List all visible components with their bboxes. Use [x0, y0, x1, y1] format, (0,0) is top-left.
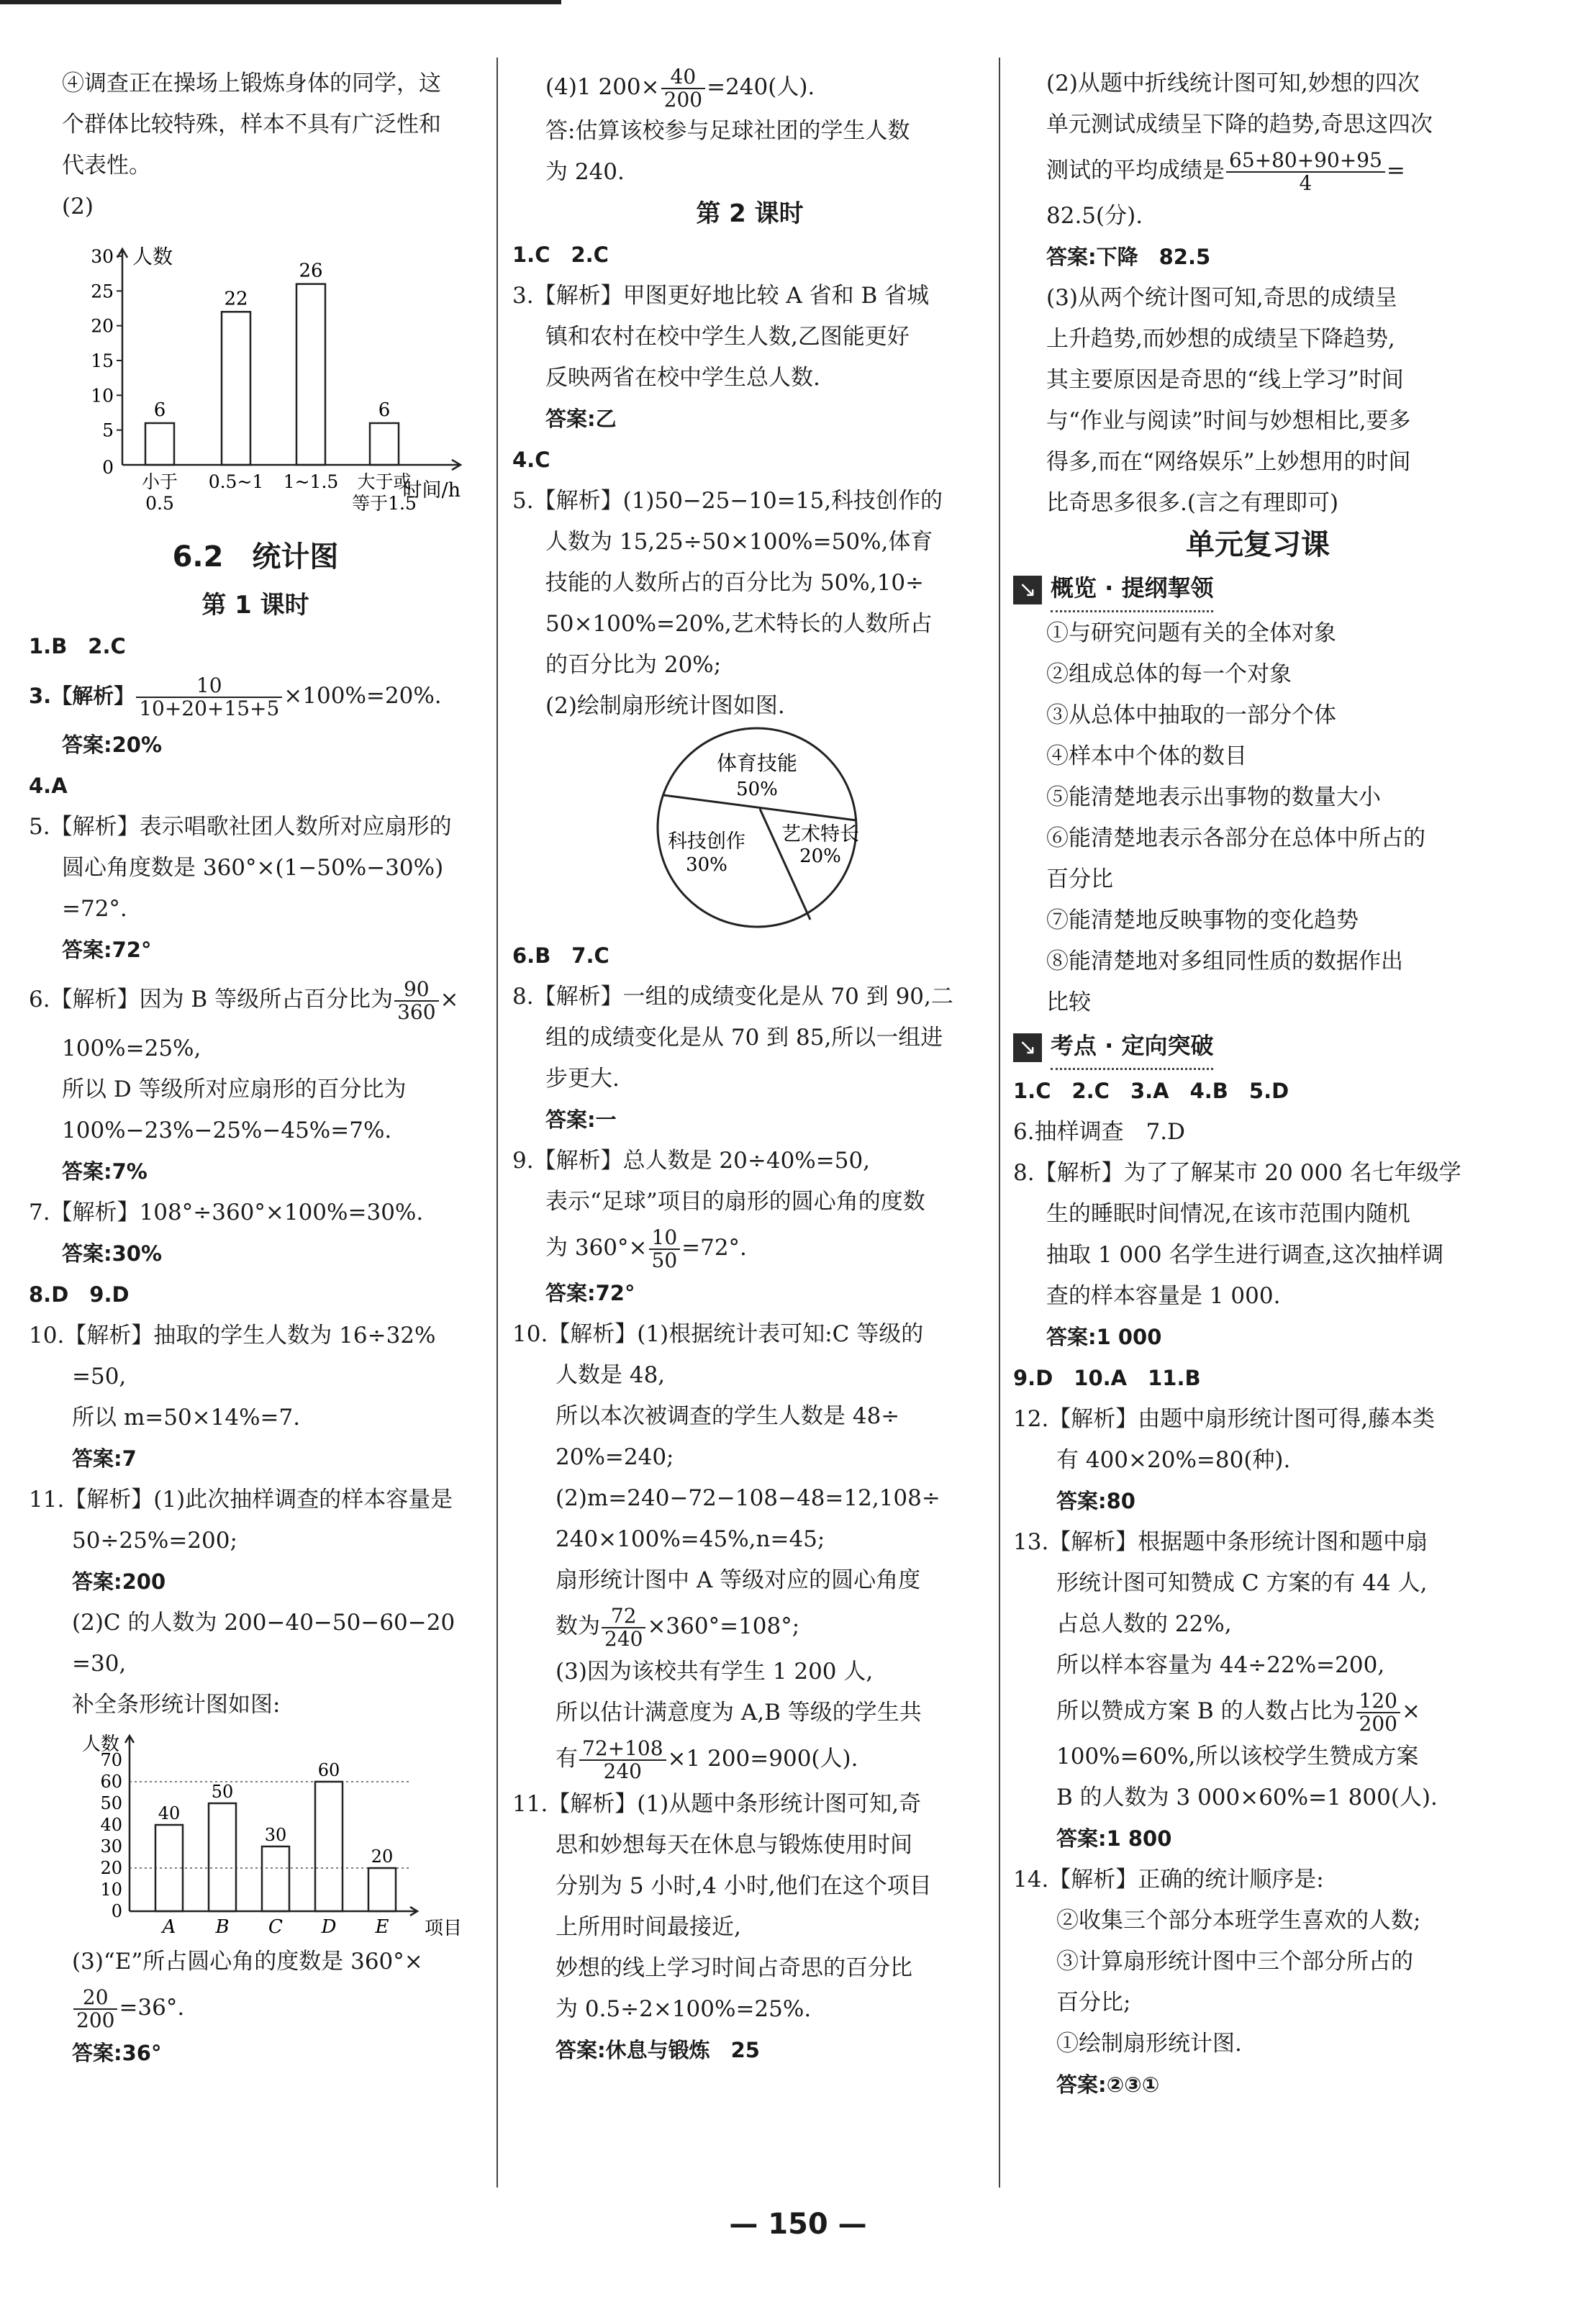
answer-label: 答案:30% [62, 1241, 163, 1266]
text-line: 思和妙想每天在休息与锻炼使用时间 [556, 1832, 912, 1858]
origin-label: 0 [102, 457, 114, 478]
pie-percent: 30% [686, 854, 727, 876]
list-item: ⑦能清楚地反映事物的变化趋势 [1046, 907, 1359, 933]
text-line: 测试的平均成绩是 $\frac{65+80+90+95}{4}$ = [1046, 148, 1405, 195]
text-line: 13.【解析】根据题中条形统计图和题中扇 [1013, 1529, 1428, 1555]
answer-line: 4.C [512, 448, 550, 472]
text-line: 人数是 48, [556, 1362, 666, 1388]
bar-category-label: 0.5 [145, 493, 174, 514]
y-tick-label: 30 [100, 1836, 122, 1857]
text-line: 分别为 5 小时,4 小时,他们在这个项目 [556, 1873, 932, 1899]
answer-label: 答案:1 000 [1046, 1325, 1162, 1349]
fraction: $\frac{10}{50}$ [649, 1227, 681, 1272]
histogram-bar [296, 284, 325, 465]
fraction: $\frac{20}{200}$ [73, 1987, 117, 2031]
arrow-icon: ↘ [1013, 1033, 1042, 1062]
text-line: 8.【解析】一组的成绩变化是从 70 到 90,二 [512, 984, 953, 1010]
text-line: ①绘制扇形统计图. [1056, 2031, 1242, 2057]
bar-value-label: 30 [264, 1825, 287, 1845]
text-line: 形统计图可知赞成 C 方案的有 44 人, [1056, 1570, 1428, 1596]
bar-value-label: 20 [371, 1846, 394, 1867]
answer-label: 答案:7 [72, 1446, 137, 1471]
text-line: (2)C 的人数为 200−40−50−60−20 [72, 1610, 455, 1636]
answer-label: 答案:36° [72, 2041, 162, 2065]
text-line: (2)从题中折线统计图可知,妙想的四次 [1046, 71, 1420, 96]
y-tick-label: 30 [91, 246, 114, 267]
review-title: 单元复习课 [1186, 528, 1330, 561]
bar-value-label: 40 [158, 1803, 181, 1823]
histogram-bar [222, 312, 250, 465]
text-line: 为 0.5÷2×100%=25%. [556, 1996, 812, 2022]
bar-category-label: B [215, 1916, 230, 1938]
fraction: $\frac{72}{240}$ [602, 1605, 645, 1650]
text-line: 有 $\frac{72+108}{240}$ ×1 200=900(人). [556, 1736, 858, 1783]
pie-label: 体育技能 [716, 751, 798, 775]
list-item: 比较 [1046, 989, 1091, 1015]
text-line: 50÷25%=200; [72, 1528, 237, 1554]
text-line: 扇形统计图中 A 等级对应的圆心角度 [556, 1567, 921, 1593]
section-title: 6.2 统计图 [172, 540, 339, 574]
text-line: 其主要原因是奇思的“线上学习”时间 [1046, 367, 1404, 393]
column-3 [1013, 63, 1502, 2106]
arrow-icon: ↘ [1013, 576, 1042, 604]
text-line: 单元测试成绩呈下降的趋势,奇思这四次 [1046, 112, 1433, 137]
text-line: 上升趋势,而妙想的成绩呈下降趋势, [1046, 326, 1395, 352]
text-line: 组的成绩变化是从 70 到 85,所以一组进 [545, 1025, 943, 1051]
answer-label: 答案:72° [545, 1281, 635, 1305]
lesson-title: 第 1 课时 [201, 591, 309, 620]
text-line: 100%=25%, [62, 1035, 201, 1061]
x-axis-label: 时间/h [402, 479, 461, 502]
text-line: 代表性。 [62, 153, 151, 178]
text-line: 11.【解析】(1)从题中条形统计图可知,奇 [512, 1791, 922, 1817]
y-tick-label: 5 [102, 420, 114, 441]
answer-label: 答案:一 [545, 1107, 617, 1132]
list-item: ①与研究问题有关的全体对象 [1046, 620, 1336, 646]
bar-value-label: 6 [378, 399, 391, 421]
list-item: ⑧能清楚地对多组同性质的数据作出 [1046, 948, 1403, 974]
text-line: 所以赞成方案 B 的人数占比为 $\frac{120}{200}$ × [1056, 1688, 1420, 1736]
text-line: ④调查正在操场上锻炼身体的同学，这 [62, 71, 441, 96]
top-rule [0, 0, 561, 4]
text-line: (2)m=240−72−108−48=12,108÷ [556, 1485, 940, 1511]
answer-line: 1.C 2.C [512, 243, 609, 267]
answer-label: 答案:②③① [1056, 2072, 1160, 2097]
text-line: 82.5(分). [1046, 203, 1143, 229]
bar [368, 1868, 396, 1911]
text-line: 比奇思多很多.(言之有理即可) [1046, 490, 1339, 516]
text-line: 所以 D 等级所对应扇形的百分比为 [62, 1077, 407, 1102]
bar-chart [72, 1726, 475, 1941]
bar-value-label: 50 [211, 1782, 234, 1802]
answer-line: 1.B 2.C [29, 634, 126, 658]
text-line: 妙想的线上学习时间占奇思的百分比 [556, 1955, 912, 1981]
text-line: 12.【解析】由题中扇形统计图可得,藤本类 [1013, 1406, 1436, 1432]
answer-label: 答案:下降 82.5 [1046, 245, 1211, 269]
text-line: 为 360°× $\frac{10}{50}$ =72°. [545, 1225, 747, 1272]
text-line: 为 240. [545, 159, 625, 185]
pie-chart [512, 727, 973, 935]
text-line: 上所用时间最接近, [556, 1914, 741, 1940]
answer-line: 1.C 2.C 3.A 4.B 5.D [1013, 1079, 1289, 1103]
fraction: $\frac{72+108}{240}$ [579, 1738, 666, 1782]
y-axis-label: 人数 [81, 1733, 119, 1755]
histogram-bar [145, 423, 174, 465]
y-tick-label: 50 [100, 1793, 122, 1813]
list-item: 百分比 [1046, 866, 1113, 892]
text-line: 5.【解析】(1)50−25−10=15,科技创作的 [512, 488, 943, 514]
bar-value-label: 6 [153, 399, 166, 421]
answer-label: 答案:72° [62, 938, 152, 962]
bar [209, 1803, 236, 1911]
text-line: 技能的人数所占的百分比为 50%,10÷ [545, 570, 925, 596]
answer-label: 答案:200 [72, 1569, 166, 1594]
text-line: 数为 $\frac{72}{240}$ ×360°=108°; [556, 1603, 800, 1651]
y-tick-label: 10 [100, 1880, 122, 1900]
text-line: (3)从两个统计图可知,奇思的成绩呈 [1046, 285, 1397, 311]
text-line: 人数为 15,25÷50×100%=50%,体育 [545, 529, 933, 555]
text-line: 9.【解析】总人数是 20÷40%=50, [512, 1148, 871, 1174]
bar [315, 1782, 343, 1911]
bar-category-label: 1~1.5 [283, 471, 339, 492]
y-tick-label: 40 [100, 1815, 122, 1835]
text-line: 100%−23%−25%−45%=7%. [62, 1118, 392, 1143]
text-line: =50, [72, 1364, 127, 1390]
text-line: =30, [72, 1651, 127, 1677]
text-line: 查的样本容量是 1 000. [1046, 1283, 1281, 1309]
page-number: — 150 — [729, 2208, 867, 2241]
fraction: $\frac{90}{360}$ [394, 979, 438, 1023]
answer-label: 答案:休息与锻炼 25 [556, 2038, 760, 2062]
text-line: 5.【解析】表示唱歌社团人数所对应扇形的 [29, 814, 452, 840]
text-line: $\frac{20}{200}$ =36°. [29, 1982, 482, 2033]
answer-line: 9.D 10.A 11.B [1013, 1366, 1201, 1390]
answer-label: 答案:1 800 [1056, 1826, 1172, 1851]
column-divider [999, 58, 1000, 2188]
answer-label: 答案:7% [62, 1159, 148, 1184]
y-tick-label: 10 [91, 385, 114, 407]
y-tick-label: 25 [91, 281, 114, 302]
y-tick-label: 15 [91, 350, 114, 371]
text-line: (2) [62, 194, 94, 219]
pie-percent: 20% [799, 846, 841, 867]
list-item: ④样本中个体的数目 [1046, 743, 1247, 769]
bar-category-label: E [375, 1916, 389, 1938]
text-line: B 的人数为 3 000×60%=1 800(人). [1056, 1785, 1438, 1810]
fraction: $\frac{10}{10+20+15+5}$ [136, 675, 282, 720]
list-item: ③从总体中抽取的一部分个体 [1046, 702, 1336, 728]
text-line: 表示“足球”项目的扇形的圆心角的度数 [545, 1189, 925, 1215]
answer-line: 6.抽样调查 7.D [1013, 1119, 1186, 1145]
text-line: 补全条形统计图如图: [72, 1692, 281, 1718]
text-line: (3)因为该校共有学生 1 200 人, [556, 1659, 874, 1685]
answer-label: 答案:20% [62, 733, 163, 757]
lesson-title: 第 2 课时 [696, 199, 804, 228]
bar-category-label: 小于 [141, 471, 178, 492]
text-line: 圆心角度数是 360°×(1−50%−30%) [62, 855, 444, 881]
y-tick-label: 20 [100, 1858, 122, 1878]
fraction: $\frac{65+80+90+95}{4}$ [1226, 150, 1385, 194]
column-2 [512, 63, 987, 2071]
text-line: 所以 m=50×14%=7. [72, 1405, 301, 1431]
list-item: ⑤能清楚地表示出事物的数量大小 [1046, 784, 1381, 810]
text-line: 所以样本容量为 44÷22%=200, [1056, 1652, 1385, 1678]
text-line: 反映两省在校中学生总人数. [545, 365, 820, 391]
pie-percent: 50% [736, 779, 778, 800]
list-item: ⑥能清楚地表示各部分在总体中所占的 [1046, 825, 1425, 851]
column-1 [29, 63, 482, 2074]
text-line: 11.【解析】(1)此次抽样调查的样本容量是 [29, 1487, 453, 1513]
bar-category-label: D [321, 1916, 337, 1938]
text-line: 所以估计满意度为 A,B 等级的学生共 [556, 1700, 922, 1726]
answer-line: 4.A [29, 774, 68, 798]
text-line: 占总人数的 22%, [1056, 1611, 1232, 1637]
text-line: 7.【解析】108°÷360°×100%=30%. [29, 1200, 424, 1225]
text-line: 的百分比为 20%; [545, 652, 722, 678]
text-line: 50×100%=20%,艺术特长的人数所占 [545, 611, 933, 637]
pie-label: 科技创作 [668, 830, 745, 853]
text-line: 10.【解析】(1)根据统计表可知:C 等级的 [512, 1321, 924, 1347]
fraction: $\frac{40}{200}$ [661, 66, 705, 111]
answer-label: 答案:80 [1056, 1489, 1135, 1513]
y-axis-label: 人数 [132, 245, 173, 268]
answer-line: 8.D 9.D [29, 1282, 130, 1307]
histogram-chart [58, 227, 504, 530]
question-6: 6.【解析】因为 B 等级所占百分比为 $\frac{90}{360}$ × [29, 976, 459, 1024]
text-line: =72°. [62, 896, 127, 922]
answer-label: 答案:乙 [545, 407, 617, 431]
text-line: 个群体比较特殊，样本不具有广泛性和 [62, 112, 441, 137]
bar-category-label: C [268, 1916, 283, 1938]
fraction: $\frac{120}{200}$ [1356, 1690, 1400, 1735]
bar-value-label: 26 [299, 260, 323, 282]
text-line: (3)“E”所占圆心角的度数是 360°× [72, 1949, 423, 1975]
text-line: 所以本次被调查的学生人数是 48÷ [556, 1403, 900, 1429]
text-line: ③计算扇形统计图中三个部分所占的 [1056, 1949, 1413, 1975]
pie-label: 艺术特长 [781, 823, 859, 846]
text-line: 240×100%=45%,n=45; [556, 1526, 825, 1552]
key-points-banner: ↘ 考点 · 定向突破 [1013, 1029, 1502, 1066]
text-line: 步更大. [545, 1066, 620, 1092]
text-line: 20%=240; [556, 1444, 674, 1470]
question-3: 3.【解析】 $\frac{10}{10+20+15+5}$ ×100%=20%. [29, 673, 442, 720]
histogram-bar [370, 423, 399, 465]
y-tick-label: 70 [100, 1750, 122, 1770]
text-line: 14.【解析】正确的统计顺序是: [1013, 1867, 1324, 1893]
text-line: 生的睡眠时间情况,在该市范围内随机 [1046, 1201, 1410, 1227]
x-axis-label: 项目 [425, 1918, 463, 1939]
list-item: ②组成总体的每一个对象 [1046, 661, 1292, 687]
text-line: 3.【解析】甲图更好地比较 A 省和 B 省城 [512, 283, 930, 309]
text-line: 与“作业与阅读”时间与妙想相比,要多 [1046, 408, 1411, 434]
overview-banner: ↘ 概览 · 提纲挈领 [1013, 571, 1502, 609]
bar-category-label: A [162, 1916, 176, 1938]
bar [155, 1825, 183, 1911]
text-line: 答:估算该校参与足球社团的学生人数 [545, 118, 910, 144]
text-line: ②收集三个部分本班学生喜欢的人数; [1056, 1908, 1421, 1934]
bar-category-label: 大于或 [357, 471, 412, 492]
text-line: 10.【解析】抽取的学生人数为 16÷32% [29, 1323, 436, 1349]
text-line: 有 400×20%=80(种). [1056, 1447, 1291, 1473]
y-tick-label: 0 [111, 1901, 122, 1921]
text-line: 镇和农村在校中学生人数,乙图能更好 [545, 324, 910, 350]
bar-category-label: 等于1.5 [352, 493, 417, 514]
bar-value-label: 60 [317, 1760, 340, 1780]
text-line: 得多,而在“网络娱乐”上妙想用的时间 [1046, 449, 1411, 475]
text-line: (4)1 200× $\frac{40}{200}$ =240(人). [545, 64, 815, 112]
text-line: 百分比; [1056, 1990, 1131, 2016]
bar [262, 1846, 289, 1911]
answer-line: 6.B 7.C [512, 943, 609, 968]
text-line: 8.【解析】为了了解某市 20 000 名七年级学 [1013, 1160, 1461, 1186]
text-line: (2)绘制扇形统计图如图. [545, 693, 785, 719]
bar-category-label: 0.5~1 [208, 471, 264, 492]
text-line: 100%=60%,所以该校学生赞成方案 [1056, 1744, 1419, 1769]
bar-value-label: 22 [224, 288, 248, 310]
y-tick-label: 20 [91, 315, 114, 337]
text-line: 抽取 1 000 名学生进行调查,这次抽样调 [1046, 1242, 1444, 1268]
y-tick-label: 60 [100, 1772, 122, 1792]
